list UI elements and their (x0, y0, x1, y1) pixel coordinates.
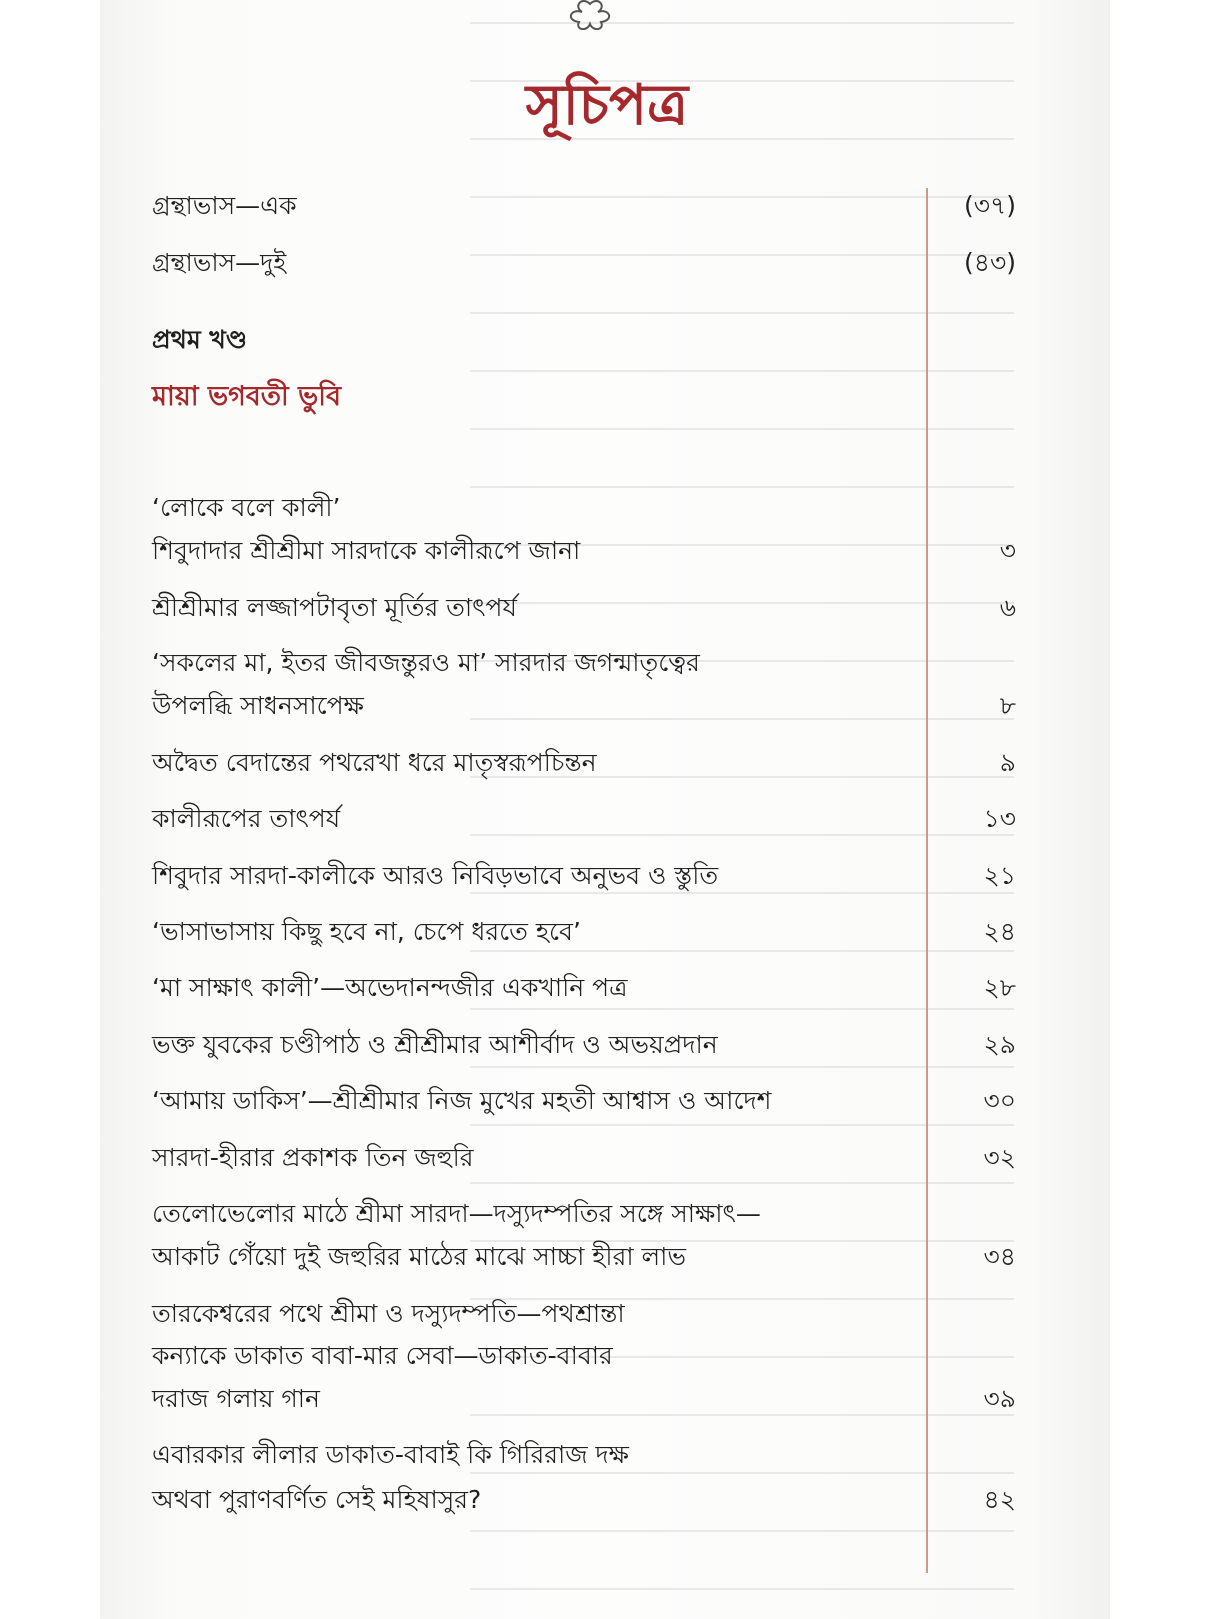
part-subheading: মায়া ভগবতী ভুবি (152, 381, 342, 412)
page-title: সূচিপত্র (525, 72, 689, 138)
toc-entry-line: উপলব্ধি সাধনসাপেক্ষ (152, 691, 364, 720)
toc-entry-line: শিবুদার সারদা-কালীকে আরও নিবিড়ভাবে অনুভব ও স্তুতি (152, 861, 719, 890)
toc-entry-page: ২৪ (983, 917, 1016, 946)
toc-label-preface-1: গ্রন্থাভাস—এক (152, 191, 297, 220)
toc-entry-page: ৪২ (983, 1485, 1016, 1514)
toc-entry-page: ১৩ (983, 804, 1016, 833)
toc-entry-page: ৩৪ (983, 1242, 1016, 1271)
toc-entry-line: দরাজ গলায় গান (152, 1384, 320, 1413)
toc-entry-page: ৯ (999, 748, 1016, 777)
toc-entry-line: অদ্বৈত বেদান্তের পথরেখা ধরে মাতৃস্বরূপচিন্তন (152, 748, 597, 777)
toc-entry-page: ২৯ (983, 1030, 1016, 1059)
toc-entry-line: ‘ভাসাভাসায় কিছু হবে না, চেপে ধরতে হবে’ (152, 917, 581, 946)
toc-entry-line: কন্যাকে ডাকাত বাবা-মার সেবা—ডাকাত-বাবার (152, 1341, 613, 1370)
toc-entry-line: শ্রীশ্রীমার লজ্জাপটাবৃতা মূর্তির তাৎপর্য (152, 593, 517, 622)
toc-entry-line: অথবা পুরাণবর্ণিত সেই মহিষাসুর? (152, 1485, 482, 1514)
toc-entry-page: ৩৯ (983, 1384, 1016, 1413)
toc-page-preface-2: (৪৩) (964, 248, 1016, 277)
toc-entry-page: ৬ (999, 593, 1016, 622)
toc-entry-line: ‘আমায় ডাকিস’—শ্রীশ্রীমার নিজ মুখের মহতী আশ্বাস ও আদেশ (152, 1086, 772, 1115)
toc-entry-line: ‘সকলের মা, ইতর জীবজন্তুরও মা’ সারদার জগন্মাতৃত্বের (152, 648, 700, 677)
toc-entry-line: ‘লোকে বলে কালী’ (152, 493, 341, 522)
toc-entry-page: ৩০ (983, 1086, 1016, 1115)
toc-entry-line: তারকেশ্বরের পথে শ্রীমা ও দস্যুদম্পতি—পথশ্রান্তা (152, 1299, 625, 1328)
page-number-divider (926, 188, 928, 1573)
toc-entry-page: ৮ (999, 691, 1016, 720)
toc-label-preface-2: গ্রন্থাভাস—দুই (152, 248, 287, 277)
toc-entry-line: তেলোভেলোর মাঠে শ্রীমা সারদা—দস্যুদম্পতির সঙ্গে সাক্ষাৎ— (152, 1199, 761, 1228)
toc-entry-line: ভক্ত যুবকের চণ্ডীপাঠ ও শ্রীশ্রীমার আশীর্বাদ ও অভয়প্রদান (152, 1030, 718, 1059)
toc-entry-line: ‘মা সাক্ষাৎ কালী’—অভেদানন্দজীর একখানি পত্র (152, 973, 628, 1002)
toc-entry-line: আকাট গেঁয়ো দুই জহুরির মাঠের মাঝে সাচ্চা হীরা লাভ (152, 1242, 687, 1271)
toc-entry-page: ৩২ (983, 1143, 1016, 1172)
part-heading: প্রথম খণ্ড (152, 325, 248, 354)
toc-entry-line: সারদা-হীরার প্রকাশক তিন জহুরি (152, 1143, 474, 1172)
toc-entry-page: ২৮ (983, 973, 1016, 1002)
flower-ornament-icon (555, 0, 625, 30)
toc-entry-line: শিবুদাদার শ্রীশ্রীমা সারদাকে কালীরূপে জানা (152, 536, 581, 565)
toc-entry-page: ৩ (999, 536, 1016, 565)
toc-page-preface-1: (৩৭) (963, 191, 1016, 220)
toc-entry-line: কালীরূপের তাৎপর্য (152, 804, 341, 833)
toc-entry-page: ২১ (983, 861, 1016, 890)
toc-entry-line: এবারকার লীলার ডাকাত-বাবাই কি গিরিরাজ দক্ষ (152, 1440, 629, 1469)
